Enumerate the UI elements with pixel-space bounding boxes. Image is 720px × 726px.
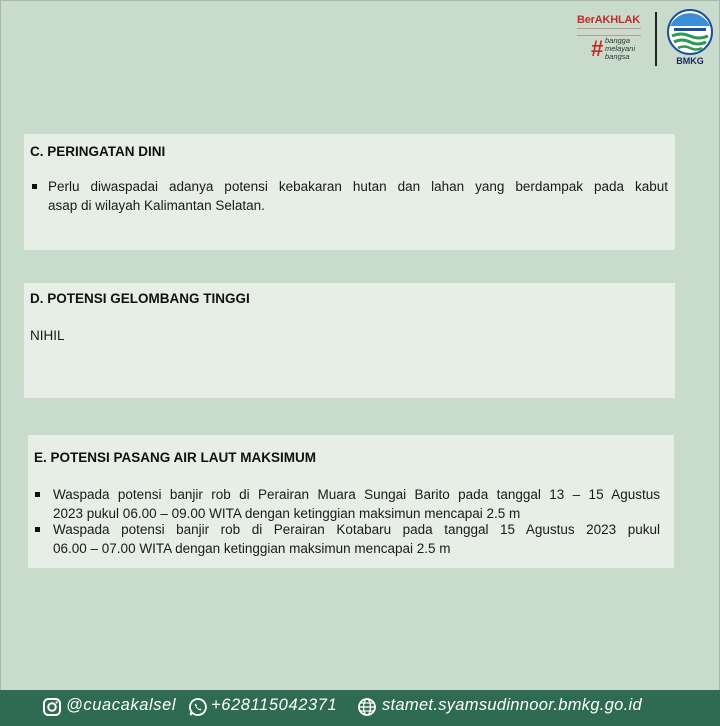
bmkg-label: BMKG: [676, 56, 704, 66]
section-peringatan-dini: [24, 134, 675, 250]
section-c-bullet-1-line-1: Perlu diwaspadai adanya potensi kebakaran hutan dan lahan yang berdampak pada kabut: [48, 179, 668, 194]
section-e-bullet-1-line-2: 2023 pukul 06.00 – 09.00 WITA dengan ketinggian maksimun mencapai 2.5 m: [53, 506, 521, 521]
section-c-bullet-1-line-2: asap di wilayah Kalimantan Selatan.: [48, 198, 265, 213]
section-potensi-gelombang-tinggi: [24, 283, 675, 398]
section-e-bullet-2-line-2: 06.00 – 07.00 WITA dengan ketinggian maksimun mencapai 2.5 m: [53, 541, 451, 556]
instagram-handle[interactable]: @cuacakalsel: [66, 696, 177, 714]
berakhlak-subtext-lines: [577, 28, 641, 36]
whatsapp-number[interactable]: +628115042371: [211, 696, 338, 714]
bullet-icon: [35, 527, 40, 532]
section-d-body: NIHIL: [30, 328, 65, 343]
section-d-title: D. POTENSI GELOMBANG TINGGI: [30, 291, 250, 306]
website-link[interactable]: stamet.syamsudinnoor.bmkg.go.id: [382, 696, 642, 714]
berakhlak-wordmark: BerAKHLAK: [577, 14, 640, 26]
section-c-title: C. PERINGATAN DINI: [30, 144, 166, 159]
footer-contact-bar: [0, 690, 720, 726]
hash-icon: #: [591, 36, 604, 61]
header-logos: [573, 8, 713, 70]
berakhlak-logo: [577, 12, 651, 68]
berakhlak-tagline: [605, 37, 635, 61]
bmkg-logo: [666, 8, 714, 70]
instagram-icon: [42, 697, 62, 717]
section-e-title: E. POTENSI PASANG AIR LAUT MAKSIMUM: [34, 450, 317, 465]
whatsapp-icon: [188, 697, 208, 717]
section-e-bullet-2-line-1: Waspada potensi banjir rob di Perairan Kotabaru pada tanggal 15 Agustus 2023 pukul: [53, 522, 660, 537]
tagline-line-1: bangga: [605, 36, 631, 45]
tagline-line-3: bangsa: [605, 52, 630, 61]
bullet-icon: [35, 492, 40, 497]
bmkg-emblem-icon: [666, 8, 714, 56]
logo-divider: [655, 12, 657, 66]
section-potensi-pasang-air-laut: [28, 435, 674, 568]
bullet-icon: [32, 184, 37, 189]
globe-icon: [357, 697, 377, 717]
section-e-bullet-1-line-1: Waspada potensi banjir rob di Perairan Muara Sungai Barito pada tanggal 13 – 15 Agustus: [53, 487, 660, 502]
tagline-line-2: melayani: [605, 44, 636, 53]
